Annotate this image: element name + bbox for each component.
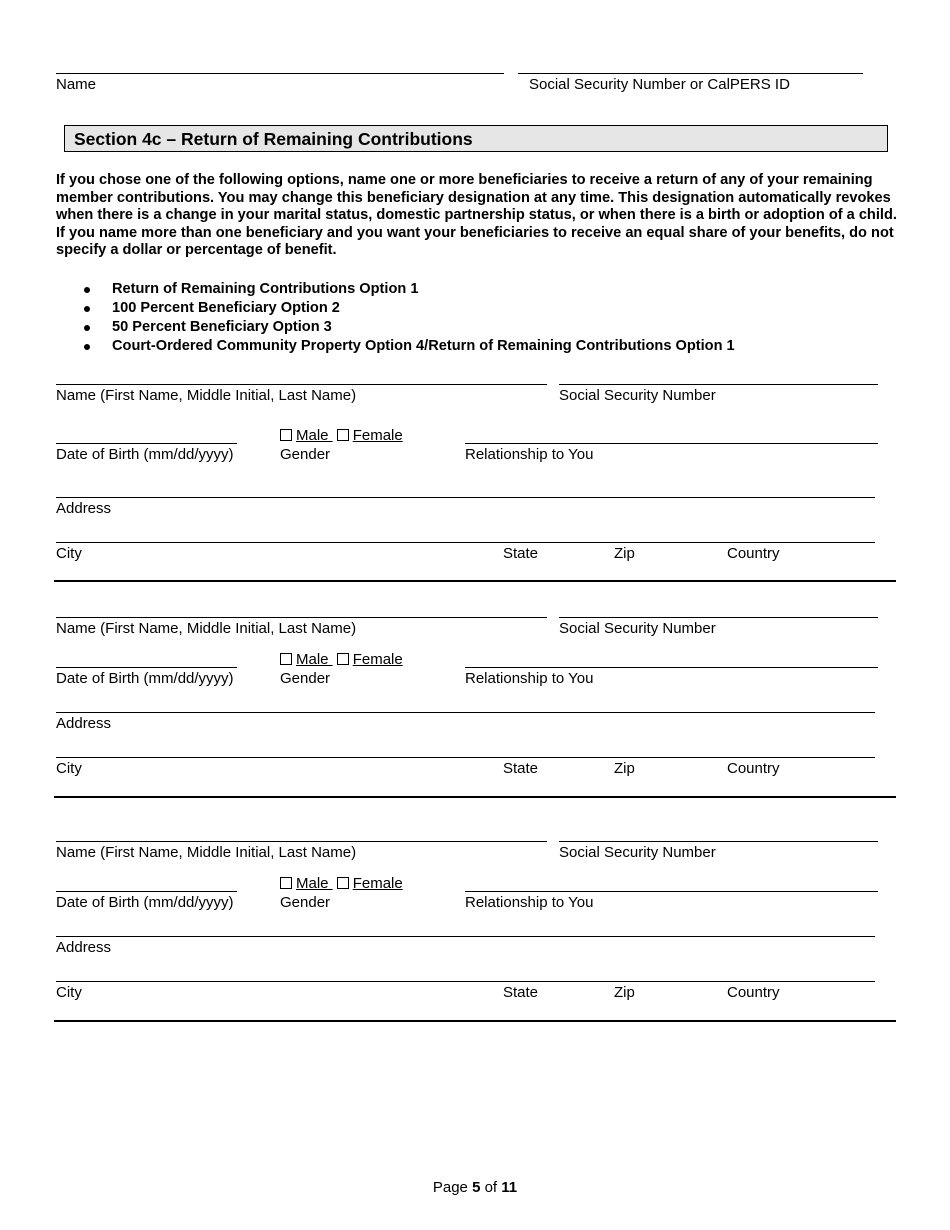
section-intro: If you chose one of the following options, name one or more beneficiaries to receive a return of any of your remaining member contributions. You may change this beneficiary designation at any time. This designation automatically revokes when there is a change in your marital status, domestic partnership status, or when there is a birth or adoption of a child. If you name more than one beneficiary and you want your beneficiaries to receive an equal share of your benefits, do not specify a dollar or percentage of benefit. [56,172,897,259]
dob-label: Date of Birth (mm/dd/yyyy) [56,446,234,463]
list-item: Return of Remaining Contributions Option 1 [56,280,735,299]
city-label: City [56,984,82,1001]
zip-label: Zip [614,984,635,1001]
gender-options: Male Female [280,651,403,669]
beneficiary-ssn-label: Social Security Number [559,844,716,861]
zip-label: Zip [614,545,635,562]
beneficiary-name-label: Name (First Name, Middle Initial, Last Name) [56,844,357,861]
address-label: Address [56,500,112,517]
bullet-icon [84,325,90,331]
male-checkbox[interactable] [280,653,292,665]
city-label: City [56,760,82,777]
block-divider [54,1020,896,1022]
country-label: Country [727,545,780,562]
gender-label: Gender [280,446,331,463]
page-total: 11 [501,1179,518,1196]
list-item: Court-Ordered Community Property Option 4/Return of Remaining Contributions Option 1 [56,337,735,356]
relationship-field[interactable] [465,443,878,444]
dob-label: Date of Birth (mm/dd/yyyy) [56,894,234,911]
beneficiary-ssn-field[interactable] [559,617,878,618]
bullet-icon [84,306,90,312]
dob-label: Date of Birth (mm/dd/yyyy) [56,670,234,687]
page-current: 5 [472,1179,481,1196]
gender-label: Gender [280,894,331,911]
female-checkbox[interactable] [337,429,349,441]
page-number: Page 5 of 11 [432,1179,518,1196]
beneficiary-name-field[interactable] [56,841,547,842]
relationship-label: Relationship to You [465,670,594,687]
block-divider [54,580,896,582]
header-name-label: Name [56,76,97,93]
header-ssn-label: Social Security Number or CalPERS ID [529,76,790,93]
gender-label: Gender [280,670,331,687]
block-divider [54,796,896,798]
beneficiary-ssn-field[interactable] [559,384,878,385]
gender-options: Male Female [280,875,403,893]
relationship-field[interactable] [465,891,878,892]
city-state-zip-field[interactable] [56,981,875,982]
dob-field[interactable] [56,667,237,668]
state-label: State [503,984,539,1001]
female-checkbox[interactable] [337,877,349,889]
female-checkbox[interactable] [337,653,349,665]
city-state-zip-field[interactable] [56,542,875,543]
state-label: State [503,545,539,562]
beneficiary-ssn-field[interactable] [559,841,878,842]
address-label: Address [56,715,112,732]
list-item: 50 Percent Beneficiary Option 3 [56,318,735,337]
relationship-label: Relationship to You [465,894,594,911]
state-label: State [503,760,539,777]
address-field[interactable] [56,936,875,937]
male-checkbox[interactable] [280,877,292,889]
beneficiary-ssn-label: Social Security Number [559,620,716,637]
zip-label: Zip [614,760,635,777]
beneficiary-name-field[interactable] [56,384,547,385]
section-title: Section 4c – Return of Remaining Contributions [74,129,473,149]
relationship-label: Relationship to You [465,446,594,463]
country-label: Country [727,984,780,1001]
beneficiary-name-label: Name (First Name, Middle Initial, Last Name) [56,387,357,404]
list-item: 100 Percent Beneficiary Option 2 [56,299,735,318]
male-checkbox[interactable] [280,429,292,441]
dob-field[interactable] [56,443,237,444]
beneficiary-ssn-label: Social Security Number [559,387,716,404]
city-state-zip-field[interactable] [56,757,875,758]
options-list [56,280,735,356]
beneficiary-name-field[interactable] [56,617,547,618]
dob-field[interactable] [56,891,237,892]
beneficiary-name-label: Name (First Name, Middle Initial, Last Name) [56,620,357,637]
address-field[interactable] [56,497,875,498]
address-label: Address [56,939,112,956]
gender-options: Male Female [280,427,403,445]
bullet-icon [84,287,90,293]
relationship-field[interactable] [465,667,878,668]
address-field[interactable] [56,712,875,713]
city-label: City [56,545,82,562]
country-label: Country [727,760,780,777]
bullet-icon [84,344,90,350]
